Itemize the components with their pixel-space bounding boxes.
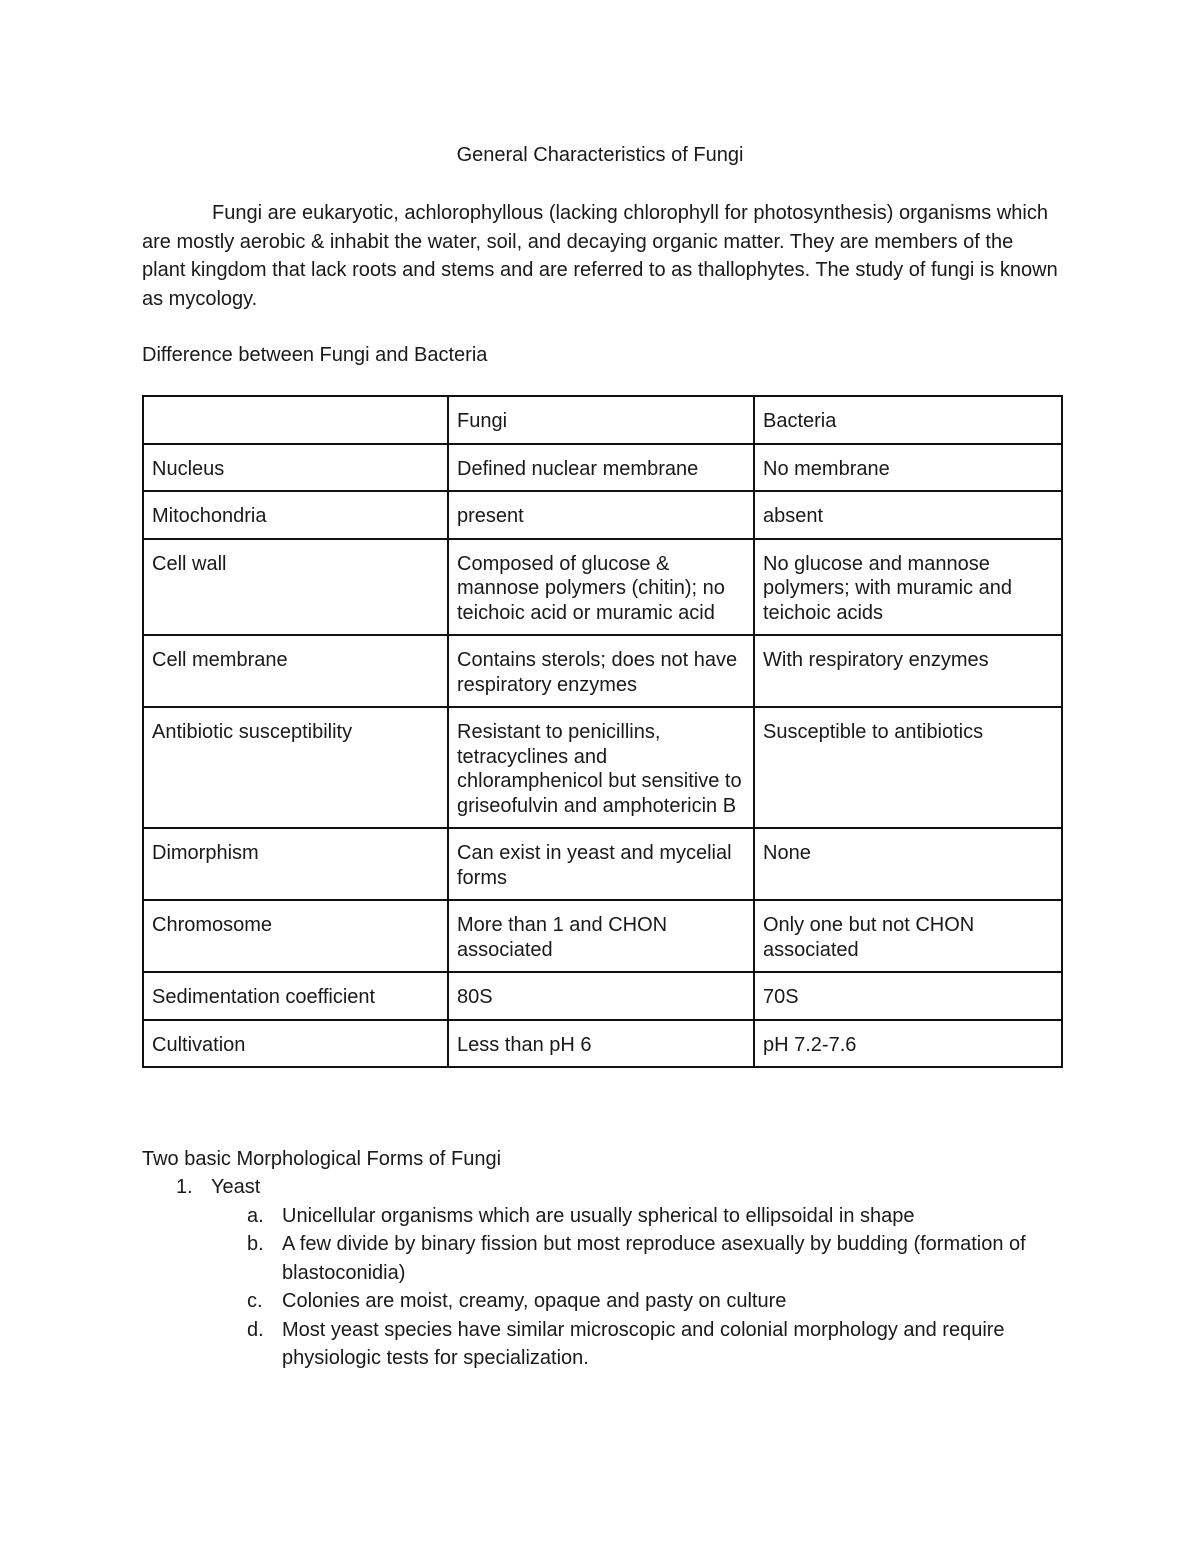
fungi-cell: More than 1 and CHON associated <box>448 900 754 972</box>
row-label: Cultivation <box>143 1020 448 1068</box>
table-row <box>143 972 1062 1020</box>
list-letter: b. <box>247 1233 264 1255</box>
table-row <box>143 539 1062 636</box>
list-item <box>142 1173 1042 1373</box>
table-row <box>143 444 1062 492</box>
header-cell-blank <box>143 396 448 444</box>
bacteria-cell: pH 7.2-7.6 <box>754 1020 1062 1068</box>
fungi-cell: Can exist in yeast and mycelial forms <box>448 828 754 900</box>
row-label: Sedimentation coefficient <box>143 972 448 1020</box>
morphological-forms-list <box>142 1173 1042 1373</box>
yeast-points-list <box>211 1202 1042 1373</box>
point-text: Colonies are moist, creamy, opaque and pasty on culture <box>282 1290 787 1312</box>
bacteria-cell: Susceptible to antibiotics <box>754 707 1062 828</box>
bacteria-cell: 70S <box>754 972 1062 1020</box>
fungi-cell: 80S <box>448 972 754 1020</box>
page-title: General Characteristics of Fungi <box>456 144 744 166</box>
sub-list-item <box>211 1287 1042 1316</box>
morphological-forms-heading: Two basic Morphological Forms of Fungi <box>142 1148 502 1170</box>
row-label: Chromosome <box>143 900 448 972</box>
row-label: Nucleus <box>143 444 448 492</box>
sub-list-item <box>211 1230 1042 1287</box>
point-text: Unicellular organisms which are usually spherical to ellipsoidal in shape <box>282 1204 915 1227</box>
sub-list-item <box>211 1202 1042 1231</box>
difference-heading: Difference between Fungi and Bacteria <box>142 344 488 366</box>
row-label: Cell membrane <box>143 635 448 707</box>
row-label: Antibiotic susceptibility <box>143 707 448 828</box>
fungi-bacteria-table <box>142 395 1063 1068</box>
bacteria-cell: Only one but not CHON associated <box>754 900 1062 972</box>
fungi-cell: Defined nuclear membrane <box>448 444 754 492</box>
list-letter: a. <box>247 1204 264 1227</box>
fungi-cell: Contains sterols; does not have respiratory enzymes <box>448 635 754 707</box>
table-row <box>143 491 1062 539</box>
table-row <box>143 900 1062 972</box>
bacteria-cell: absent <box>754 491 1062 539</box>
table-row <box>143 1020 1062 1068</box>
point-text: A few divide by binary fission but most reproduce asexually by budding (formation of blastoconidia) <box>282 1233 1026 1284</box>
bacteria-cell: None <box>754 828 1062 900</box>
list-letter: d. <box>247 1318 264 1341</box>
fungi-cell: present <box>448 491 754 539</box>
list-number: 1. <box>176 1176 193 1198</box>
intro-paragraph: Fungi are eukaryotic, achlorophyllous (lacking chlorophyll for photosynthesis) organisms which are mostly aerobic & inhabit the water, soil, and decaying organic matter. They are members of the plant kingdom that lack roots and stems and are referred to as thallophytes. The study of fungi is known as mycology. <box>142 202 1058 310</box>
table-row <box>143 828 1062 900</box>
bacteria-cell: No glucose and mannose polymers; with muramic and teichoic acids <box>754 539 1062 636</box>
row-label: Mitochondria <box>143 491 448 539</box>
table-row <box>143 635 1062 707</box>
sub-list-item <box>211 1316 1042 1373</box>
table-header-row <box>143 396 1062 444</box>
fungi-cell: Composed of glucose & mannose polymers (chitin); no teichoic acid or muramic acid <box>448 539 754 636</box>
header-cell-bacteria: Bacteria <box>754 396 1062 444</box>
bacteria-cell: No membrane <box>754 444 1062 492</box>
list-letter: c. <box>247 1290 263 1312</box>
table-row <box>143 707 1062 828</box>
row-label: Cell wall <box>143 539 448 636</box>
fungi-cell: Resistant to penicillins, tetracyclines and chloramphenicol but sensitive to griseofulvin and amphotericin B <box>448 707 754 828</box>
header-cell-fungi: Fungi <box>448 396 754 444</box>
fungi-cell: Less than pH 6 <box>448 1020 754 1068</box>
form-label: Yeast <box>211 1176 261 1198</box>
row-label: Dimorphism <box>143 828 448 900</box>
bacteria-cell: With respiratory enzymes <box>754 635 1062 707</box>
table-body <box>143 396 1062 1067</box>
point-text: Most yeast species have similar microscopic and colonial morphology and require physiologic tests for specialization. <box>282 1318 1005 1369</box>
